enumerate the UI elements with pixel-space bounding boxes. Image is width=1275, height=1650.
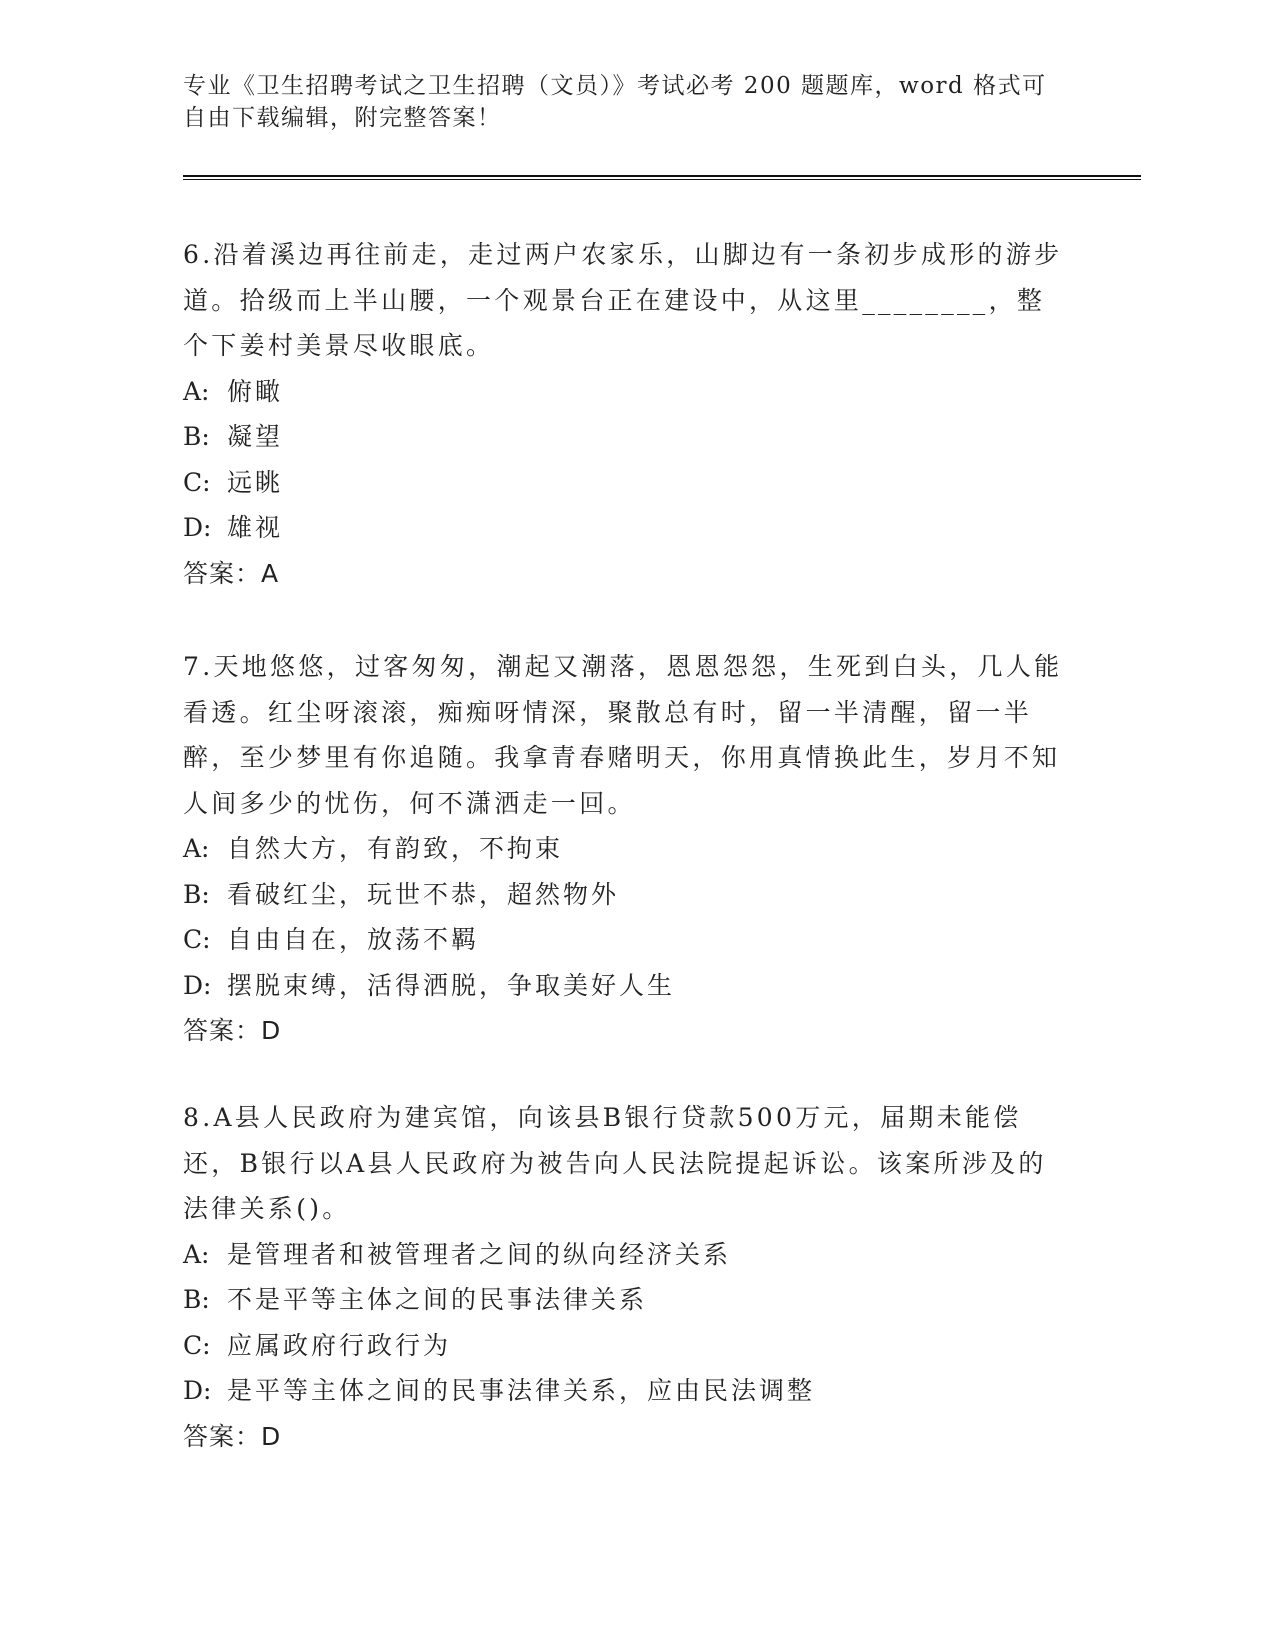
option-text: 自然大方，有韵致，不拘束 [227,834,564,863]
document-header: 专业《卫生招聘考试之卫生招聘（文员）》考试必考 200 题题库，word 格式可自由下载编辑，附完整答案！ [183,73,1047,131]
answer-line: 答案：D [183,1421,282,1451]
option-key: D: [183,970,212,1000]
question-stem: 6.沿着溪边再往前走，走过两户农家乐，山脚边有一条初步成形的游步道。拾级而上半山腰，一个观景台正在建设中，从这里________，整个下姜村美景尽收眼底。 [183,240,1063,360]
option-text: 俯瞰 [227,376,284,406]
option-c [183,460,1063,506]
question-block [183,644,1063,1054]
option-key: D: [183,513,212,542]
option-b [183,414,1063,460]
option-a [183,369,1063,415]
option-d [183,1368,1063,1414]
option-text: 远眺 [227,467,284,497]
option-b [183,872,1063,918]
option-a [183,1232,1063,1278]
option-key: D: [183,1376,212,1405]
option-text: 自由自在，放荡不羁 [227,925,480,954]
option-key: C: [183,467,211,497]
option-c [183,917,1063,963]
option-c [183,1323,1063,1369]
option-text: 雄视 [227,513,284,542]
option-key: C: [183,925,211,954]
option-key: B: [183,879,210,909]
option-text: 摆脱束缚，活得洒脱，争取美好人生 [227,970,676,1000]
answer-line: 答案：D [183,1016,282,1045]
option-d [183,963,1063,1009]
question-block [183,232,1063,596]
answer-line: 答案：A [183,558,280,588]
option-d [183,505,1063,551]
option-text: 是管理者和被管理者之间的纵向经济关系 [227,1239,732,1269]
option-key: A: [183,1239,210,1269]
option-key: A: [183,834,210,863]
option-text: 是平等主体之间的民事法律关系，应由民法调整 [227,1376,816,1405]
question-stem: 8.A县人民政府为建宾馆，向该县B银行贷款500万元，届期未能偿还，B银行以A县人民政府为被告向人民法院提起诉讼。该案所涉及的法律关系()。 [183,1103,1047,1223]
option-text: 应属政府行政行为 [227,1330,452,1360]
option-text: 看破红尘，玩世不恭，超然物外 [227,879,620,909]
question-stem: 7.天地悠悠，过客匆匆，潮起又潮落，恩恩怨怨，生死到白头，几人能看透。红尘呀滚滚，痴痴呀情深，聚散总有时，留一半清醒，留一半醉，至少梦里有你追随。我拿青春赌明天，你用真情换此生，岁月不知人间多少的忧伤，何不潇洒走一回。 [183,652,1063,818]
option-b [183,1277,1063,1323]
option-key: A: [183,376,210,406]
option-key: C: [183,1330,211,1360]
option-text: 不是平等主体之间的民事法律关系 [227,1285,648,1314]
option-text: 凝望 [227,422,284,451]
header-divider [183,175,1141,180]
option-key: B: [183,422,210,451]
option-a [183,826,1063,872]
option-key: B: [183,1285,210,1314]
question-block [183,1095,1063,1459]
